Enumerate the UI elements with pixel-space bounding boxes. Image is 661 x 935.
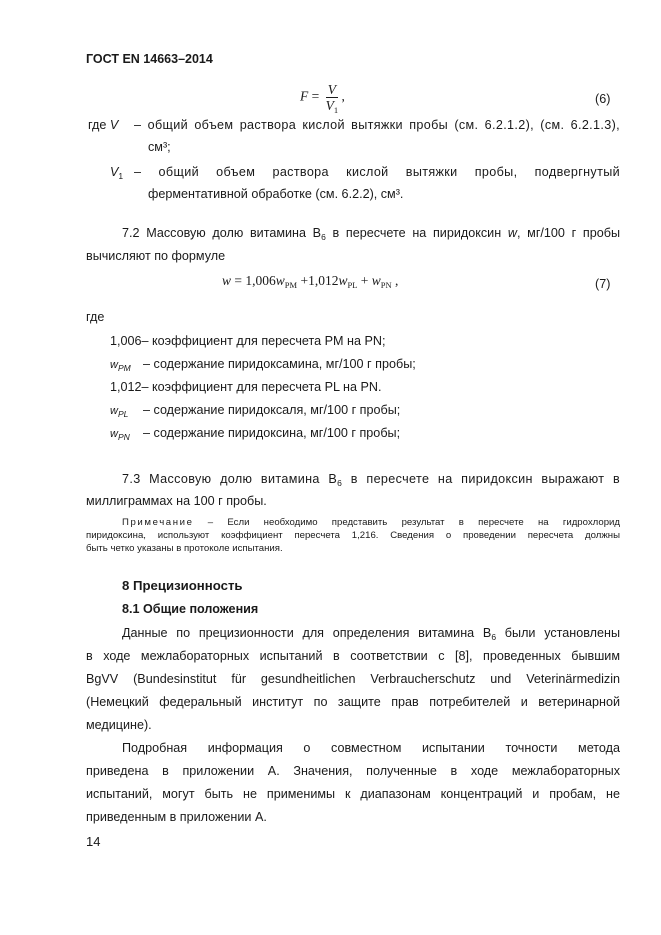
definition-text: – коэффициент для пересчета PM на PN; <box>141 334 386 348</box>
definition-symbol: $w_{PL}$ <box>110 405 129 419</box>
formula-6-number: (6) <box>595 92 611 106</box>
definition-text: – коэффициент для пересчета PL на PN. <box>141 380 382 394</box>
definition-row <box>110 357 416 371</box>
def-v-text-cont: см³; <box>148 140 171 154</box>
p81-line2: в ходе межлабораторных испытаний в соответствии с [8], проведенных бывшим <box>86 649 620 663</box>
p81-line5: медицине). <box>86 718 152 732</box>
definition-symbol: 1,006 <box>110 334 142 348</box>
document-header: ГОСТ EN 14663–2014 <box>86 52 213 66</box>
formula-6-denominator: $V_1$ <box>325 98 339 115</box>
formula-6: F = $\frac{V}{V_1}$ , <box>300 82 345 115</box>
formula-7: $w = 1,006w_{PM} +1,012w_{PL} + w_{PN}$ , <box>222 273 399 290</box>
where-label: где <box>86 310 105 324</box>
p81-line1: Данные по прецизионности для определения витамина $В_6$ были установлены <box>122 626 620 642</box>
definition-row <box>110 380 382 394</box>
definition-symbol: $w_{PM}$ <box>110 359 131 373</box>
p72-line2: вычисляют по формуле <box>86 249 226 263</box>
p81-line3: BgVV (Bundesinstitut für gesundheitlichen Verbraucherschutz und Veterinärmedizin <box>86 672 620 686</box>
p73-line2: миллиграммах на 100 г пробы. <box>86 494 267 508</box>
section-8-title: 8 Прецизионность <box>122 578 243 593</box>
note-line1: Примечание – Если необходимо представить результат в пересчете на гидрохлорид <box>122 517 620 528</box>
formula-6-numerator: V <box>326 82 339 98</box>
formula-7-number: (7) <box>595 277 611 291</box>
formula-6-fraction <box>326 82 339 113</box>
definition-row <box>110 403 400 417</box>
def-v1-text-cont: ферментативной обработке (см. 6.2.2), см³. <box>148 187 404 201</box>
def-v-label: где V <box>88 118 119 132</box>
definition-text: – содержание пиридоксамина, мг/100 г пробы; <box>143 357 416 371</box>
p73-line1: 7.3 Массовую долю витамина $В_6$ в пересчете на пиридоксин выражают в <box>122 472 620 488</box>
definition-row <box>110 334 385 348</box>
p82-line3: испытаний, могут быть не применимы к диапазонам концентраций и пробам, не <box>86 787 620 801</box>
p81-line4: (Немецкий федеральный институт по защите прав потребителей и ветеринарной <box>86 695 620 709</box>
def-v-text: – общий объем раствора кислой вытяжки пробы (см. 6.2.1.2), (см. 6.2.1.3), <box>134 118 620 132</box>
p72-line1: 7.2 Массовую долю витамина $В_6$ в пересчете на пиридоксин w, мг/100 г пробы <box>122 226 621 242</box>
note-label: Примечание <box>122 517 194 528</box>
p82-line1: Подробная информация о совместном испытании точности метода <box>122 741 620 755</box>
def-v1-label: $V_1$ <box>110 165 124 181</box>
note-line3: быть четко указаны в протоколе испытания. <box>86 543 283 554</box>
formula-6-tail: , <box>341 88 345 104</box>
definition-row <box>110 426 400 440</box>
section-8-1-title: 8.1 Общие положения <box>122 602 259 616</box>
definition-symbol: 1,012 <box>110 380 142 394</box>
def-v1-text: – общий объем раствора кислой вытяжки пробы, подвергнутый <box>134 165 620 179</box>
definition-symbol: $w_{PN}$ <box>110 428 130 442</box>
page-number: 14 <box>86 834 101 849</box>
formula-6-lhs: F <box>300 88 309 104</box>
note-line2: пиридоксина, используют коэффициент пересчета 1,216. Сведения о проведении пересчета должны <box>86 530 620 541</box>
p82-line2: приведена в приложении А. Значения, полученные в ходе межлабораторных <box>86 764 620 778</box>
definition-text: – содержание пиридоксаля, мг/100 г пробы; <box>143 403 401 417</box>
p82-line4: приведенным в приложении А. <box>86 810 267 824</box>
definition-text: – содержание пиридоксина, мг/100 г пробы; <box>143 426 401 440</box>
